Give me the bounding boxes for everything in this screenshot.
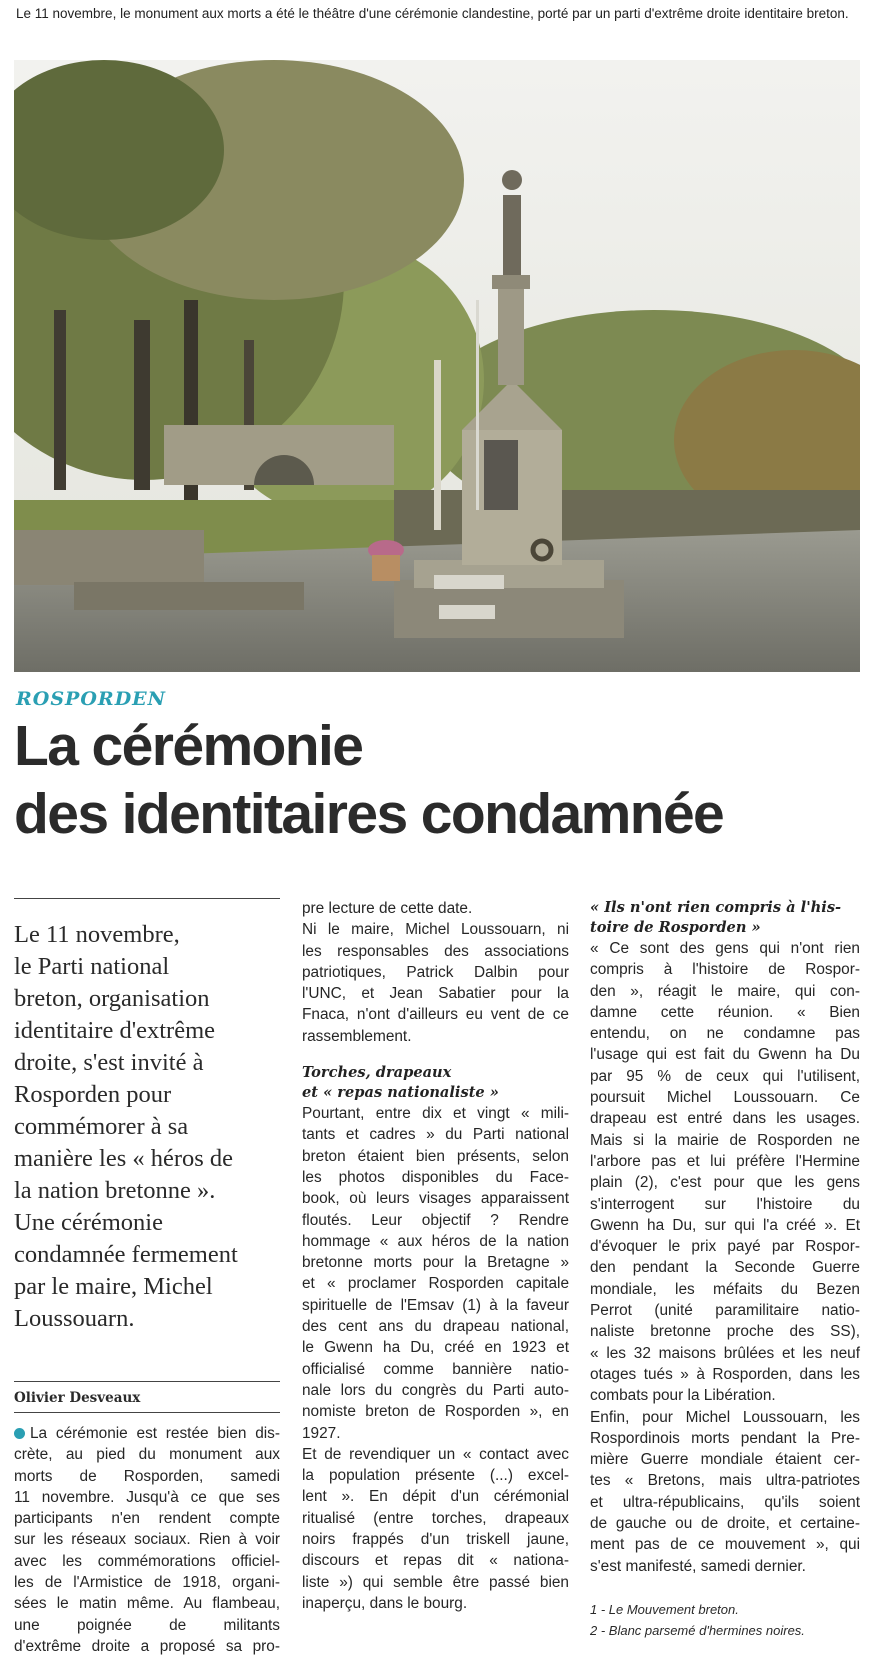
body-line: lent ». En dépit d'un cérémonial — [302, 1488, 569, 1506]
chapo — [14, 919, 280, 1335]
chapo-line: Le 11 novembre, — [14, 921, 180, 948]
body-line: nale lors du congrès du Parti auto- — [302, 1381, 569, 1399]
body-line: naliste bretonne proche des SS), — [590, 1323, 860, 1341]
body-line: floutés. Leur objectif ? Rendre — [302, 1211, 569, 1229]
body-line: sées le matin même. Au flambeau, — [14, 1595, 280, 1613]
body-line: combats pour la Libération. — [590, 1387, 776, 1405]
body-line: crète, au pied du monument aux — [14, 1446, 280, 1464]
chapo-line: par le maire, Michel — [14, 1273, 213, 1300]
intertitle: toire de Rosporden » — [590, 919, 761, 936]
column-3 — [590, 898, 860, 1641]
body-line: tes « Bretons, mais ultra-patriotes — [590, 1472, 860, 1490]
body-line: spirituelle de l'Emsav (1) à la faveur — [302, 1296, 569, 1314]
body-line: Fnaca, n'ont d'ailleurs eu vent de ce — [302, 1006, 569, 1024]
chapo-line: droite, s'est invité à — [14, 1049, 204, 1076]
body-line: rassemblement. — [302, 1027, 412, 1045]
body-line: les de l'Armistice de 1918, organi- — [14, 1574, 280, 1592]
column-2 — [302, 898, 569, 1614]
body-line: Mais si la mairie de Rosporden ne — [590, 1131, 860, 1149]
body-line: damne cette réunion. « Bien — [590, 1003, 860, 1021]
body-line: Rospordinois morts pendant la Pre- — [590, 1429, 860, 1447]
body-line: La cérémonie est restée bien dis- — [14, 1423, 280, 1444]
body-line: entendu, on ne condamne pas — [590, 1025, 860, 1043]
footnote: 2 - Blanc parsemé d'hermines noires. — [590, 1622, 805, 1638]
footnotes — [590, 1599, 860, 1641]
chapo-line: commémorer à sa — [14, 1113, 189, 1140]
body-line: l'arbore pas et lui préfère l'Hermine — [590, 1152, 860, 1170]
body-line: ment pas de ce mouvement », qui — [590, 1536, 860, 1554]
body-line: hommage « aux héros de la nation — [302, 1232, 569, 1250]
body-line: 1927. — [302, 1424, 341, 1442]
headline — [14, 712, 864, 848]
body-line: officialisé comme bannière natio- — [302, 1360, 569, 1378]
chapo-line: Rosporden pour — [14, 1081, 172, 1108]
intertitle: et « repas nationaliste » — [302, 1084, 499, 1102]
body-line: mière Guerre mondiale étaient cer- — [590, 1451, 860, 1469]
bullet-icon — [14, 1428, 25, 1439]
body-line: inaperçu, dans le bourg. — [302, 1594, 468, 1612]
body-line: une poignée de militants — [14, 1616, 280, 1634]
chapo-line: condamnée fermement — [14, 1241, 238, 1268]
body-line: et « proclamer Rosporden capitale — [302, 1275, 569, 1293]
chapo-line: identitaire d'extrême — [14, 1017, 216, 1044]
body-line: Perrot (unité paramilitaire natio- — [590, 1302, 860, 1320]
chapo-line: la nation bretonne ». — [14, 1177, 216, 1204]
body-line: noirs frappés d'un triskell jaune, — [302, 1531, 569, 1549]
headline-line: des identitaires condamnée — [14, 782, 724, 846]
chapo-line: breton, organisation — [14, 985, 210, 1012]
body-line: des cent ans du drapeau national, — [302, 1318, 569, 1336]
photo-caption: Le 11 novembre, le monument aux morts a été le théâtre d'une cérémonie clandestine, porté par un parti d'extrême droite identitaire breton. — [16, 6, 849, 21]
body-line: et ultra-républicains, qu'ils soient — [590, 1493, 860, 1511]
chapo-line: Loussouarn. — [14, 1305, 135, 1332]
intertitle: « Ils n'ont rien compris à l'his- — [590, 899, 842, 916]
rubric-kicker: ROSPORDEN — [16, 688, 167, 710]
body-line: mondiale, les méfaits du Bezen — [590, 1280, 860, 1298]
body-line: ritualisé (entre torches, drapeaux — [302, 1509, 569, 1527]
body-line: breton étaient bien présents, selon — [302, 1147, 569, 1165]
body-line: liste ») qui semble être passé bien — [302, 1573, 569, 1591]
chapo-line: le Parti national — [14, 953, 170, 980]
body-line: de gauche ou de droite, et certaine- — [590, 1515, 860, 1533]
body-line: Enfin, pour Michel Loussouarn, les — [590, 1408, 860, 1426]
body-line: pre lecture de cette date. — [302, 900, 473, 917]
body-line: participants n'en rendent compte — [14, 1510, 280, 1528]
headline-line: La cérémonie — [14, 714, 363, 778]
body-line: discours et repas dit « nationa- — [302, 1552, 569, 1570]
body-line: l'UNC, et Jean Sabatier pour la — [302, 985, 569, 1003]
column-1 — [14, 898, 280, 1657]
monument-photo — [14, 60, 860, 672]
body-line: s'interrogent sur l'histoire du — [590, 1195, 860, 1213]
body-line: plain (2), c'est pour que les gens — [590, 1174, 860, 1192]
intertitle: Torches, drapeaux — [302, 1064, 452, 1082]
body-line: sur les réseaux sociaux. Rien à voir — [14, 1531, 280, 1549]
body-line: morts de Rosporden, samedi — [14, 1467, 280, 1485]
column-rule — [14, 898, 280, 899]
body-line: Ni le maire, Michel Loussouarn, ni — [302, 921, 569, 939]
body-line: Gwenn ha Du, sur qui l'a créé ». Et — [590, 1216, 860, 1234]
body-line: « les 32 maisons brûlées et les neuf — [590, 1344, 860, 1362]
body-line: d'extrême droite a proposé sa pro- — [14, 1637, 280, 1655]
body-line: drapeau est entré dans les usages. — [590, 1110, 860, 1128]
body-line: nomiste breton de Rosporden », en — [302, 1403, 569, 1421]
body-line: s'est manifesté, samedi dernier. — [590, 1557, 806, 1575]
body-line: l'usage qui est fait du Gwenn ha Du — [590, 1046, 860, 1064]
body-line: book, où leurs visages apparaissent — [302, 1190, 569, 1208]
body-line: « Ce sont des gens qui n'ont rien — [590, 940, 860, 957]
body-line: par 95 % de ceux qui l'utilisent, — [590, 1067, 860, 1085]
body-line: otages tués » à Rosporden, dans les — [590, 1365, 860, 1383]
chapo-line: manière les « héros de — [14, 1145, 234, 1172]
body-line: compris à l'histoire de Rospor- — [590, 961, 860, 979]
chapo-line: Une cérémonie — [14, 1209, 163, 1236]
body-line: avec les commémorations officiel- — [14, 1552, 280, 1570]
body-line: Pourtant, entre dix et vingt « mili- — [302, 1105, 569, 1123]
author-byline: Olivier Desveaux — [14, 1390, 141, 1406]
body-line: tants et cadres » du Parti national — [302, 1126, 569, 1144]
body-line: patriotiques, Patrick Dalbin pour — [302, 963, 569, 981]
body-line: poursuit Michel Loussouarn. Ce — [590, 1089, 860, 1107]
body-line: den », réagit le maire, qui con- — [590, 982, 860, 1000]
body-line: den pendant la Seconde Guerre — [590, 1259, 860, 1277]
body-line: Et de revendiquer un « contact avec — [302, 1445, 569, 1463]
body-line: les photos disponibles du Face- — [302, 1168, 569, 1186]
body-line: la population présente (...) excel- — [302, 1467, 569, 1485]
footnote: 1 - Le Mouvement breton. — [590, 1601, 739, 1617]
body-line: bretonne morts pour la Bretagne » — [302, 1254, 569, 1272]
body-line: les responsables des associations — [302, 942, 569, 960]
body-line: le Gwenn ha Du, créé en 1923 et — [302, 1339, 569, 1357]
body-line: d'évoquer le prix payé par Rospor- — [590, 1238, 860, 1256]
body-line: 11 novembre. Jusqu'à ce que ses — [14, 1488, 280, 1506]
